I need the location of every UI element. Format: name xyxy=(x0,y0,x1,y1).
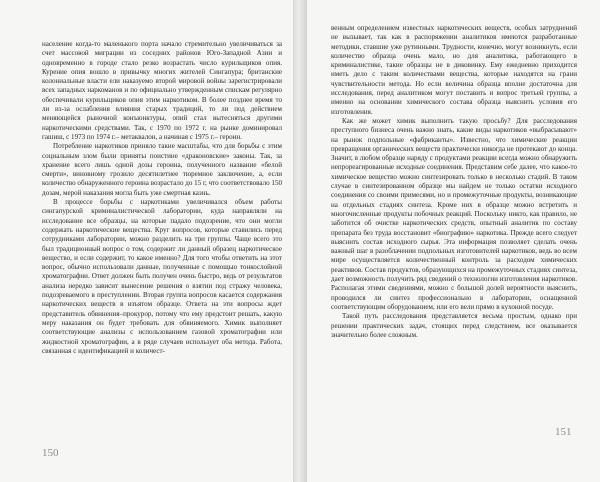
page-number: 150 xyxy=(42,447,59,459)
paragraph: венным определением известных наркотических веществ, особых затруднений не вызывает, так как в распоряжении аналитиков имеются разработанные методики, ставшие уже рутинными. Трудности, конечно, могут возникнуть, если количество образца очень мало, но для аналитика, работающего в криминалистике, такие образцы не в диковинку. Ему ежедневно приходится иметь дело с таким количествами вещества, которые находятся на грани чувствительности метода. Но если величина образца вполне достаточна для исследования, перед аналитиком могут поставить и вопрос третьей группы, а именно на основании химического состава образца выяснить условия его изготовления. xyxy=(331,24,577,116)
book-gutter xyxy=(293,0,307,482)
right-page-text xyxy=(331,24,577,340)
paragraph: Как же может химик выполнить такую просьбу? Для расследования преступного бизнеса очень важно знать, какие виды наркотиков «выбрасывают» на рынок подпольные «фабриканты». Известно, что химические реакции превращения органических веществ практически никогда не протекают до конца. Значит, в любом образце наряду с продуктами реакции всегда можно обнаружить непрореагированные исходные соединения. Представим себе далее, что какое-то химическое вещество можно синтезировать только в несколько стадий. В таком случае в синтезированном образце мы найдем не только остатки исходного соединения со своими примесями, но и промежуточные продукты, возникающие на отдельных стадиях синтеза. Кроме них в образце можно встретить и многочисленные продукты побочных реакций. Поскольку никто, как правило, не заботится об очистке наркотических средств, опытный аналитик по составу препарата без труда восстановит «биографию» наркотика. Прежде всего следует выяснить состав исходного сырья. Эта информация позволяет сделать очень важный шаг в разоблачении подпольных изготовителей наркотиков, ведь во всем мире осуществляется количественный контроль за расходом химических реактивов. Состав продуктов, образующихся на промежуточных стадиях синтеза, дает возможность получить ряд сведений о технологии изготовления наркотиков. Располагая этими сведениями, можно с большой долей вероятности выяснить, проводился ли синтез профессионально в лаборатории, оснащенной соответствующим оборудованием, или его вели прямо в кухонной посуде. xyxy=(331,116,577,311)
left-page-text xyxy=(42,40,282,356)
right-page xyxy=(300,0,600,482)
paragraph: В процессе борьбы с наркотиками увеличивался объем работы сингапурской криминалистической лаборатории, куда направляли на исследование все образцы, на которые падало подозрение, что они могли содержать наркотические вещества. Круг вопросов, которые ставились перед сотрудниками лаборатории, можно разделить на три группы. Чаще всего это был традиционный вопрос о том, содержит ли данный образец наркотическое вещество, и если содержит, то какое именно? Для того чтобы ответить на этот вопрос, обычно использовали данные, полученные с помощью тонкослойной хроматографии. Ответ должен быть получен очень быстро, ведь от результатов анализа нередко зависит вынесение решения о взятии под стражу человека, подозреваемого в преступлении. Вторая группа вопросов касается содержания наркотических веществ в изъятом образце. Ответа на эти вопросы ждет представитель обвинения–прокурор, потому что ему предстоит решать, какую меру наказания он будет требовать для обвиняемого. Химик выполняет соответствующие анализы с использованием газовой хроматографии или жидкостной хроматографии, а в ряде случаев использует оба метода. Работа, связанная с идентификацией и количест- xyxy=(42,198,282,355)
paragraph: Потребление наркотиков приняло такие масштабы, что для борьбы с этим социальным злом были приняты поистине «драконовские» законы. Так, за хранение всего лишь одной дозы героина, полученного название «белой смерти», виновному грозило десятилетнее тюремное заключение, а, если количество обнаруженного героина возрастало до 15 г, что соответствовало 150 дозам, мерой наказания могла быть уже смертная казнь. xyxy=(42,142,282,197)
page-number: 151 xyxy=(555,426,572,438)
paragraph: Такой путь расследования представляется весьма простым, однако при решении практических задач, стоящих перед следствием, все оказывается значительно более сложным. xyxy=(331,312,577,339)
paragraph: население когда-то маленького порта начало стремительно увеличиваться за счет массовой миграции из соседних районов Юго-Западной Азии и одновременно в городе стало резко возрастать число курильщиков опия. Курение опия вошло в привычку многих жителей Сингапура; британские колониальные власти ели наказуемо второй мировой войны зарегистрировали всех западных наркоманов и по официально утвержденным спискам регулярно обеспечивали курильщиков опия этим наркотиком. В более позднее время то ли из-за ослабления влияния старых традиций, то ли под действием меняющейся рыночной конъюнктуры, опий стал вытесняться другими наркотическими средствами. Так, с 1970 по 1972 г. на рынке доминировал гашиш, с 1973 по 1974 г.– метаквалон, а начиная с 1975 г.– героин. xyxy=(42,40,282,141)
left-page xyxy=(0,0,298,482)
